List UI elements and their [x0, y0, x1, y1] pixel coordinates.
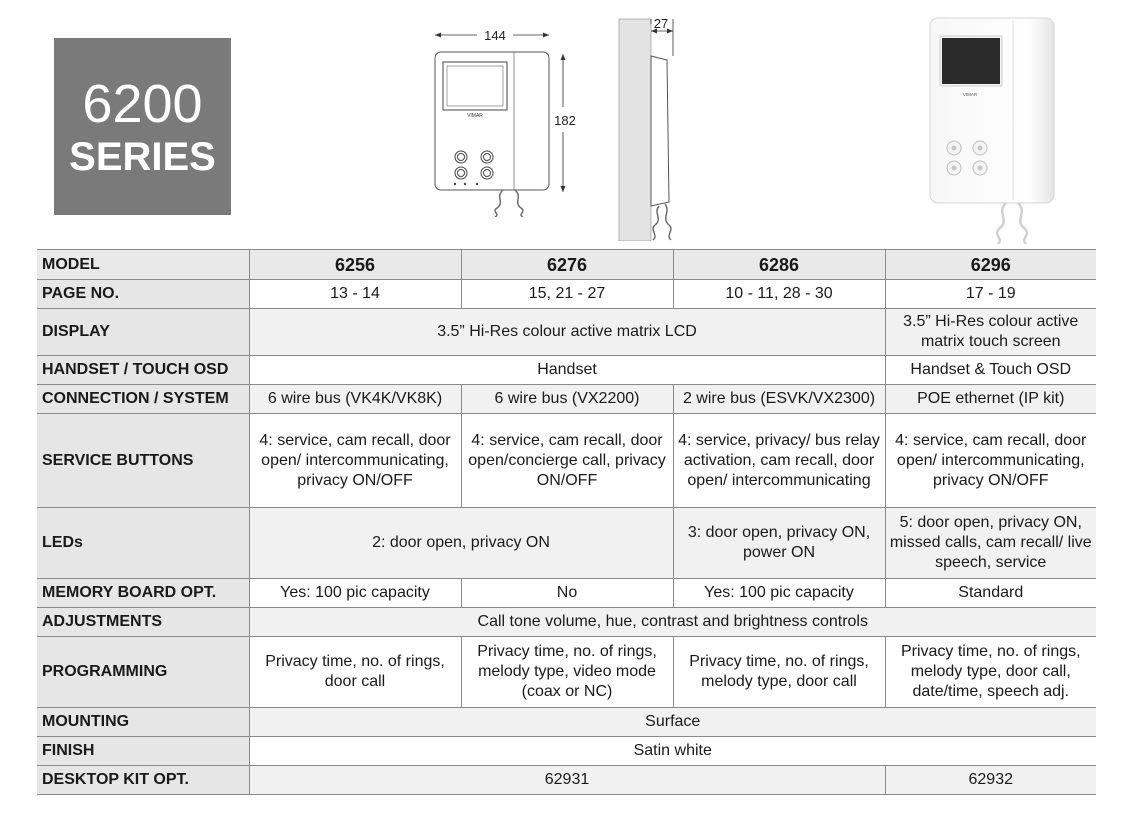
row-label: PAGE NO. — [37, 280, 249, 309]
row-service-buttons — [37, 414, 1096, 508]
table-cell: 6 wire bus (VX2200) — [461, 385, 673, 414]
row-connection — [37, 385, 1096, 414]
table-cell: Call tone volume, hue, contrast and brightness controls — [249, 608, 1096, 637]
table-cell: 6 wire bus (VK4K/VK8K) — [249, 385, 461, 414]
product-photo — [918, 12, 1068, 244]
series-word: SERIES — [69, 135, 216, 179]
row-adjustments — [37, 608, 1096, 637]
table-cell: 2: door open, privacy ON — [249, 508, 673, 579]
table-cell: 62931 — [249, 766, 885, 795]
table-cell: 3.5” Hi-Res colour active matrix LCD — [249, 309, 885, 356]
row-label: FINISH — [37, 737, 249, 766]
table-cell: Privacy time, no. of rings, melody type, video mode (coax or NC) — [461, 637, 673, 708]
row-handset — [37, 356, 1096, 385]
row-mounting — [37, 708, 1096, 737]
row-label: SERVICE BUTTONS — [37, 414, 249, 508]
table-cell: Handset & Touch OSD — [885, 356, 1096, 385]
table-cell: Satin white — [249, 737, 1096, 766]
model-6256: 6256 — [249, 250, 461, 280]
table-cell: Privacy time, no. of rings, melody type, door call, date/time, speech adj. — [885, 637, 1096, 708]
row-label: HANDSET / TOUCH OSD — [37, 356, 249, 385]
row-memory — [37, 579, 1096, 608]
series-number: 6200 — [82, 74, 203, 134]
row-leds — [37, 508, 1096, 579]
row-label: LEDs — [37, 508, 249, 579]
row-label: DISPLAY — [37, 309, 249, 356]
table-cell: Surface — [249, 708, 1096, 737]
row-label: DESKTOP KIT OPT. — [37, 766, 249, 795]
table-cell: POE ethernet (IP kit) — [885, 385, 1096, 414]
row-label: MODEL — [37, 250, 249, 280]
table-cell: 3: door open, privacy ON, power ON — [673, 508, 885, 579]
table-cell: Privacy time, no. of rings, door call — [249, 637, 461, 708]
table-cell: 10 - 11, 28 - 30 — [673, 280, 885, 309]
front-dimension-drawing — [425, 22, 590, 217]
row-desktop-kit — [37, 766, 1096, 795]
width-label: 144 — [484, 28, 506, 43]
table-cell: 4: service, privacy/ bus relay activation, cam recall, door open/ intercommunicating — [673, 414, 885, 508]
model-6286: 6286 — [673, 250, 885, 280]
table-cell: No — [461, 579, 673, 608]
table-cell: Standard — [885, 579, 1096, 608]
row-display — [37, 309, 1096, 356]
table-cell: 15, 21 - 27 — [461, 280, 673, 309]
row-page-no — [37, 280, 1096, 309]
photo-brand-label: VIMAR — [962, 92, 978, 97]
front-brand-label: VIMAR — [467, 113, 483, 119]
model-6296: 6296 — [885, 250, 1096, 280]
table-cell: Privacy time, no. of rings, melody type, door call — [673, 637, 885, 708]
table-cell: 5: door open, privacy ON, missed calls, cam recall/ live speech, service — [885, 508, 1096, 579]
row-label: MOUNTING — [37, 708, 249, 737]
spec-table — [37, 249, 1096, 795]
row-label: CONNECTION / SYSTEM — [37, 385, 249, 414]
table-cell: 4: service, cam recall, door open/concierge call, privacy ON/OFF — [461, 414, 673, 508]
side-dimension-drawing — [615, 16, 685, 241]
table-cell: 2 wire bus (ESVK/VX2300) — [673, 385, 885, 414]
row-model — [37, 250, 1096, 280]
table-cell: 62932 — [885, 766, 1096, 795]
series-badge — [54, 38, 231, 215]
row-label: PROGRAMMING — [37, 637, 249, 708]
row-label: ADJUSTMENTS — [37, 608, 249, 637]
table-cell: 4: service, cam recall, door open/ intercommunicating, privacy ON/OFF — [885, 414, 1096, 508]
row-programming — [37, 637, 1096, 708]
depth-label: 27 — [653, 16, 669, 31]
model-6276: 6276 — [461, 250, 673, 280]
table-cell: 4: service, cam recall, door open/ intercommunicating, privacy ON/OFF — [249, 414, 461, 508]
table-cell: 13 - 14 — [249, 280, 461, 309]
table-cell: 3.5” Hi-Res colour active matrix touch screen — [885, 309, 1096, 356]
table-cell: Handset — [249, 356, 885, 385]
height-label: 182 — [554, 113, 576, 128]
row-finish — [37, 737, 1096, 766]
table-cell: 17 - 19 — [885, 280, 1096, 309]
row-label: MEMORY BOARD OPT. — [37, 579, 249, 608]
table-cell: Yes: 100 pic capacity — [673, 579, 885, 608]
table-cell: Yes: 100 pic capacity — [249, 579, 461, 608]
